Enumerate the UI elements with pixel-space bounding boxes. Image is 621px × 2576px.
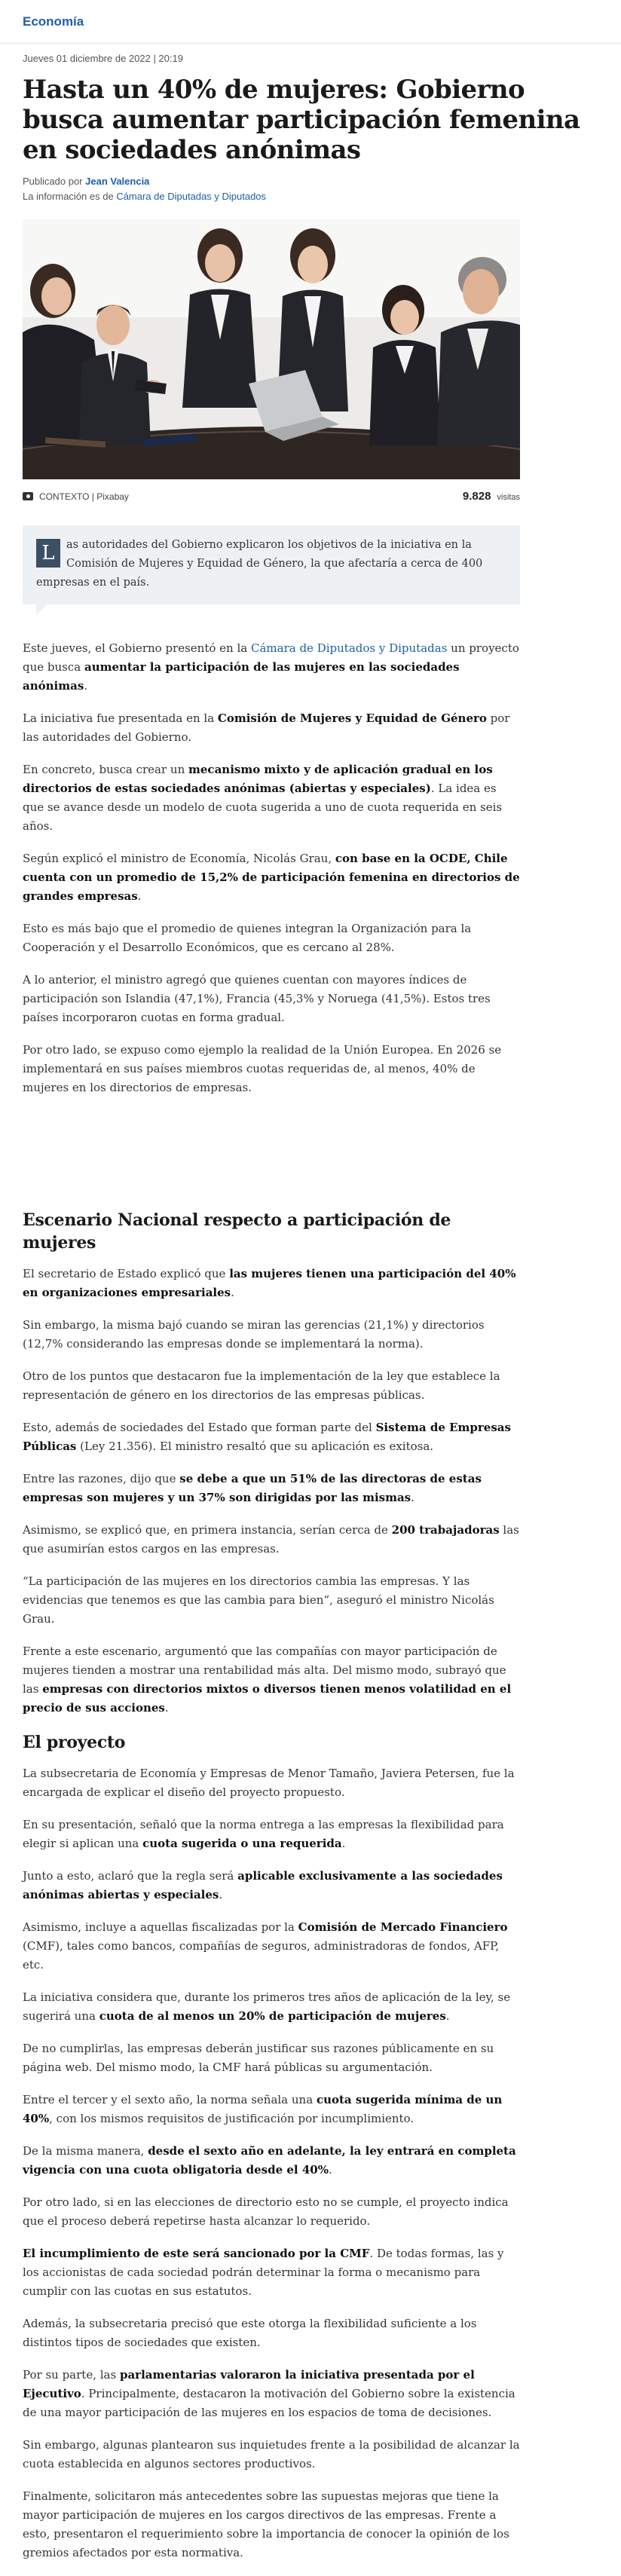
inline-link[interactable]: Cámara de Diputados y Diputadas	[250, 641, 448, 655]
section-heading: El proyecto	[23, 1733, 126, 1752]
business-meeting-illustration	[23, 219, 520, 479]
source-link[interactable]: Cámara de Diputadas y Diputados	[116, 191, 267, 202]
text-run: Esto, además de sociedades del Estado que forman parte del	[23, 1421, 376, 1434]
text-run: Asimismo, incluye a aquellas fiscalizadas por la	[23, 1920, 298, 1934]
text-run: Además, la subsecretaria precisó que este otorga la flexibilidad suficiente a los distintos tipos de sociedades que existen.	[23, 2317, 477, 2349]
emphasis-text: cuota sugerida o una requerida	[142, 1837, 342, 1850]
paragraph	[23, 1918, 520, 1975]
text-run: Por otro lado, se expuso como ejemplo la realidad de la Unión Europea. En 2026 se implementará en sus países miembros cuotas requeridas de, al menos, 40% de mujeres en los directorios de empresas.	[23, 1043, 502, 1094]
text-run: Según explicó el ministro de Economía, Nicolás Grau,	[23, 852, 335, 865]
photo-meta	[23, 490, 520, 503]
text-run: .	[219, 1888, 223, 1901]
summary-text: as autoridades del Gobierno explicaron los objetivos de la iniciativa en la Comisión de Mujeres y Equidad de Género, la que afectaría a cerca de 400 empresas en el país.	[36, 539, 483, 589]
text-run: . Principalmente, destacaron la motivación del Gobierno sobre la existencia de una mayor participación de las mujeres en los espacios de toma de decisiones.	[23, 2387, 515, 2419]
text-run: un proyecto que busca	[23, 641, 519, 674]
text-run: Finalmente, solicitaron más antecedentes sobre las supuestas mejoras que tiene la mayor participación de mujeres en los cargos directivos de las empresas. Frente a esto, presentaron el requerimiento sobre la importancia de conocer la opinión de los gremios afectados por esta normativa.	[23, 2489, 509, 2559]
article-date: Jueves 01 diciembre de 2022 | 20:19	[23, 53, 183, 64]
text-run: A lo anterior, el ministro agregó que quienes cuentan con mayores índices de participación son Islandia (47,1%), Francia (45,3% y Noruega (41,5%). Estos tres países incorporaron cuotas en forma gradual.	[23, 973, 491, 1024]
emphasis-text: empresas con directorios mixtos o diversos tienen menos volatilidad en el precio de sus acciones	[23, 1682, 512, 1715]
paragraph	[23, 639, 520, 696]
text-run: Por su parte, las	[23, 2368, 120, 2382]
text-run: La iniciativa fue presentada en la	[23, 711, 218, 725]
source-line	[23, 189, 598, 204]
text-run: Este jueves, el Gobierno presentó en la	[23, 641, 251, 655]
section-heading: Escenario Nacional respecto a participación de mujeres	[23, 1210, 451, 1253]
emphasis-text: 200 trabajadoras	[391, 1523, 500, 1537]
text-run: .	[328, 2163, 332, 2177]
text-run: Entre el tercer y el sexto año, la norma señala una	[23, 2093, 317, 2106]
text-run: (Ley 21.356). El ministro resaltó que su aplicación es exitosa.	[76, 1439, 434, 1453]
article-body	[23, 639, 520, 2562]
text-run: Esto es más bajo que el promedio de quienes integran la Organización para la Cooperación y el Desarrollo Económicos, que es cercano al 28%.	[23, 922, 472, 954]
text-run: las que asumirían estos cargos en las empresas.	[23, 1523, 519, 1556]
published-by	[23, 174, 598, 189]
paragraph	[23, 1367, 520, 1405]
photo-credit-row	[23, 491, 129, 502]
emphasis-text: aplicable exclusivamente a las sociedades anónimas abiertas y especiales	[23, 1869, 503, 1901]
text-run: .	[84, 679, 88, 693]
views-number: 9.828	[462, 490, 491, 503]
emphasis-text: las mujeres tienen una participación del 40% en organizaciones empresariales	[23, 1267, 516, 1299]
text-run: . La idea es que se avance desde un modelo de cuota sugerida a uno de cuota requerida en seis años.	[23, 782, 503, 833]
text-run: .	[445, 2009, 450, 2023]
text-run: . De todas formas, las y los accionistas de cada sociedad podrán determinar la forma o mecanismo para cumplir con las cuotas en sus estatutos.	[23, 2247, 504, 2298]
article-photo	[23, 219, 520, 479]
paragraph	[23, 1521, 520, 1559]
paragraph	[23, 2193, 520, 2231]
text-run: .	[164, 1701, 169, 1715]
text-run: Sin embargo, la misma bajó cuando se miran las gerencias (21,1%) y directorios (12,7% considerando las empresas donde se implementará la norma).	[23, 1318, 485, 1351]
emphasis-text: se debe a que un 51% de las directoras de estas empresas son mujeres y un 37% son dirigidas por las mismas	[23, 1472, 482, 1504]
paragraph	[23, 1041, 520, 1097]
text-run: El secretario de Estado explicó que	[23, 1267, 230, 1280]
paragraph	[23, 1764, 520, 1802]
paragraph	[23, 1988, 520, 2026]
text-run: .	[411, 1491, 415, 1504]
photo-credit: CONTEXTO | Pixabay	[39, 491, 129, 502]
article-summary	[23, 525, 520, 604]
emphasis-text: desde el sexto año en adelante, la ley entrará en completa vigencia con una cuota obligatoria desde el 40%	[23, 2144, 516, 2177]
paragraph	[23, 1316, 520, 1354]
emphasis-text: Sistema de Empresas Públicas	[23, 1421, 511, 1453]
paragraph	[23, 1572, 520, 1629]
text-run: Junto a esto, aclaró que la regla será	[23, 1869, 238, 1883]
text-run: “La participación de las mujeres en los directorios cambia las empresas. Y las evidencias que tenemos es que las cambia para bien”, aseguró el ministro Nicolás Grau.	[23, 1574, 494, 1626]
byline	[23, 174, 598, 204]
paragraph	[23, 971, 520, 1027]
author-link[interactable]: Jean Valencia	[85, 176, 150, 187]
paragraph	[23, 2244, 520, 2301]
section-link[interactable]: Economía	[23, 14, 84, 29]
paragraph	[23, 1418, 520, 1456]
text-run: Por otro lado, si en las elecciones de directorio esto no se cumple, el proyecto indica que el proceso deberá repetirse hasta alcanzar lo requerido.	[23, 2195, 509, 2228]
text-run: De la misma manera,	[23, 2144, 148, 2158]
text-run: , con los mismos requisitos de justificación por incumplimiento.	[49, 2112, 415, 2125]
text-run: Entre las razones, dijo que	[23, 1472, 180, 1485]
emphasis-text: Comisión de Mujeres y Equidad de Género	[217, 711, 487, 725]
top-bar	[0, 0, 621, 44]
paragraph	[23, 1265, 520, 1302]
paragraph	[23, 2314, 520, 2352]
text-run: .	[137, 889, 142, 903]
paragraph	[23, 919, 520, 957]
emphasis-text: parlamentarias valoraron la iniciativa presentada por el Ejecutivo	[23, 2368, 475, 2400]
article-title: Hasta un 40% de mujeres: Gobierno busca aumentar participación femenina en sociedades anónimas	[23, 75, 580, 165]
paragraph	[23, 849, 520, 906]
text-run: (CMF), tales como bancos, compañías de seguros, administradoras de fondos, AFP, etc.	[23, 1939, 499, 1972]
paragraph	[23, 2366, 520, 2422]
paragraph	[23, 1642, 520, 1718]
paragraph	[23, 1867, 520, 1904]
text-run: Frente a este escenario, argumentó que las compañías con mayor participación de mujeres tienden a mostrar una rentabilidad más alta. Del mismo modo, subrayó que las	[23, 1644, 506, 1696]
text-run: En concreto, busca crear un	[23, 763, 189, 776]
paragraph	[23, 709, 520, 747]
view-count	[463, 490, 520, 503]
emphasis-text: mecanismo mixto y de aplicación gradual en los directorios de estas sociedades anónimas (abiertas y especiales)	[23, 763, 493, 795]
emphasis-text: aumentar la participación de las mujeres en las sociedades anónimas	[23, 660, 460, 693]
views-label: visitas	[497, 493, 520, 502]
paragraph	[23, 760, 520, 836]
emphasis-text: El incumplimiento de este será sancionado por la CMF	[23, 2247, 370, 2260]
paragraph	[23, 1470, 520, 1507]
emphasis-text: cuota de al menos un 20% de participación de mujeres	[99, 2009, 446, 2023]
emphasis-text: con base en la OCDE, Chile cuenta con un promedio de 15,2% de participación femenina en directorios de grandes empresas	[23, 852, 520, 903]
text-run: De no cumplirlas, las empresas deberán justificar sus razones públicamente en su página web. Del mismo modo, la CMF hará públicas su argumentación.	[23, 2042, 494, 2074]
paragraph	[23, 2142, 520, 2180]
article	[0, 53, 621, 2562]
text-run: Sin embargo, algunas plantearon sus inquietudes frente a la posibilidad de alcanzar la cuota establecida en algunos sectores productivos.	[23, 2438, 520, 2470]
text-run: La subsecretaria de Economía y Empresas de Menor Tamaño, Javiera Petersen, fue la encargada de explicar el diseño del proyecto propuesto.	[23, 1767, 515, 1799]
source-prefix: La información es de	[23, 191, 114, 202]
text-run: Asimismo, se explicó que, en primera instancia, serían cerca de	[23, 1523, 392, 1537]
text-run: .	[231, 1286, 234, 1299]
paragraph	[23, 2039, 520, 2077]
text-run: Otro de los puntos que destacaron fue la implementación de la ley que establece la representación de género en los directorios de las empresas públicas.	[23, 1369, 500, 1402]
text-run: La iniciativa considera que, durante los primeros tres años de aplicación de la ley, se sugerirá una	[23, 1990, 511, 2023]
paragraph	[23, 2436, 520, 2474]
text-run: por las autoridades del Gobierno.	[23, 711, 510, 744]
paragraph	[23, 2091, 520, 2128]
paragraph	[23, 2487, 520, 2562]
published-prefix: Publicado por	[23, 176, 83, 187]
text-run: .	[341, 1837, 346, 1850]
drop-cap: L	[36, 539, 60, 568]
paragraph	[23, 1816, 520, 1853]
emphasis-text: cuota sugerida mínima de un 40%	[23, 2093, 503, 2125]
camera-icon	[23, 492, 33, 500]
emphasis-text: Comisión de Mercado Financiero	[298, 1920, 508, 1934]
text-run: En su presentación, señaló que la norma entrega a las empresas la flexibilidad para elegir si aplican una	[23, 1818, 504, 1850]
ad-space	[23, 1111, 520, 1209]
